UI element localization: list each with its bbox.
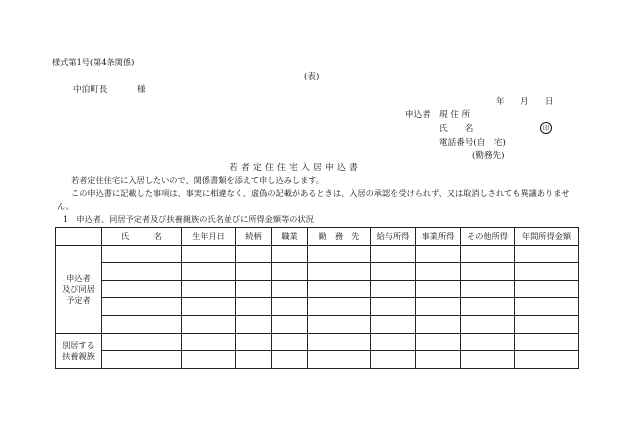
- group-applicant-label: [56, 245, 102, 333]
- group-applicant-label-line: 及び同居: [62, 283, 95, 294]
- honorific: 様: [137, 85, 146, 95]
- table-cell[interactable]: [515, 263, 579, 281]
- table-cell[interactable]: [236, 245, 272, 263]
- phone-label: 電話番号(自 宅): [439, 138, 506, 148]
- table-header-row: [56, 228, 579, 246]
- table-row: [56, 280, 579, 298]
- table-cell[interactable]: [308, 298, 371, 316]
- table-cell[interactable]: [102, 315, 182, 333]
- table-cell[interactable]: [515, 298, 579, 316]
- table-cell[interactable]: [182, 315, 236, 333]
- table-cell[interactable]: [515, 245, 579, 263]
- table-cell[interactable]: [461, 333, 515, 351]
- table-cell[interactable]: [416, 298, 461, 316]
- table-cell[interactable]: [182, 351, 236, 369]
- table-cell[interactable]: [416, 333, 461, 351]
- table-cell[interactable]: [236, 280, 272, 298]
- table-cell[interactable]: [182, 263, 236, 281]
- table-cell[interactable]: [416, 315, 461, 333]
- table-cell[interactable]: [272, 280, 308, 298]
- table-cell[interactable]: [102, 351, 182, 369]
- header-annual-income: 年間所得金額: [515, 228, 579, 246]
- table-cell[interactable]: [272, 245, 308, 263]
- table-cell[interactable]: [515, 280, 579, 298]
- header-occupation: 職業: [272, 228, 308, 246]
- name-label: 氏 名: [439, 124, 474, 134]
- table-cell[interactable]: [461, 298, 515, 316]
- table-cell[interactable]: [236, 263, 272, 281]
- table-cell[interactable]: [461, 351, 515, 369]
- table-cell[interactable]: [461, 263, 515, 281]
- table-cell[interactable]: [416, 280, 461, 298]
- table-cell[interactable]: [182, 333, 236, 351]
- header-business-income: 事業所得: [416, 228, 461, 246]
- header-other-income: その他所得: [461, 228, 515, 246]
- table-cell[interactable]: [308, 280, 371, 298]
- date-day: 日: [545, 97, 554, 107]
- table-row: [56, 315, 579, 333]
- table-cell[interactable]: [515, 333, 579, 351]
- table-cell[interactable]: [461, 245, 515, 263]
- seal-icon: [540, 122, 552, 134]
- form-number: 様式第1号(第4条関係): [52, 57, 135, 67]
- table-cell[interactable]: [515, 351, 579, 369]
- table-cell[interactable]: [308, 333, 371, 351]
- date-month: 月: [520, 97, 529, 107]
- table-cell[interactable]: [272, 351, 308, 369]
- table-cell[interactable]: [272, 315, 308, 333]
- table-cell[interactable]: [308, 351, 371, 369]
- group-applicant-label-line: 予定者: [66, 294, 91, 305]
- table-cell[interactable]: [272, 263, 308, 281]
- table-cell[interactable]: [236, 351, 272, 369]
- paragraph-2-line-2: ん。: [57, 201, 74, 211]
- table-cell[interactable]: [272, 298, 308, 316]
- header-name: 氏 名: [102, 228, 182, 246]
- table-row: [56, 298, 579, 316]
- section-1-heading: 1 申込者、同居予定者及び扶養親族の氏名並びに所得金額等の状況: [63, 214, 314, 224]
- table-cell[interactable]: [236, 333, 272, 351]
- group-dependents-label-line: 別居する: [62, 339, 95, 350]
- work-label: (勤務先): [472, 151, 505, 161]
- table-cell[interactable]: [461, 315, 515, 333]
- paragraph-1: 若者定住住宅に入居したいので、関係書類を添えて申し込みします。: [71, 175, 324, 185]
- side-label: (表): [304, 72, 320, 82]
- table-cell[interactable]: [416, 351, 461, 369]
- document-title: 若者定住住宅入居申込書: [229, 163, 361, 173]
- header-corner: [56, 228, 102, 246]
- address-label: 現 住 所: [439, 110, 471, 120]
- seal-mark: 印: [540, 122, 552, 134]
- table-cell[interactable]: [102, 245, 182, 263]
- table-cell[interactable]: [102, 333, 182, 351]
- applicant-label: 申込者: [405, 110, 431, 120]
- table-cell[interactable]: [182, 280, 236, 298]
- table-cell[interactable]: [416, 263, 461, 281]
- group-applicant-label-line: 申込者: [66, 272, 91, 283]
- paragraph-2-line-1: この申込書に記載した事項は、事実に相違なく、虚偽の記載があるときは、入居の承認を受けられず、又は取消しされても異議ありませ: [71, 188, 570, 198]
- table-cell[interactable]: [515, 315, 579, 333]
- table-cell[interactable]: [371, 245, 416, 263]
- table-cell[interactable]: [371, 280, 416, 298]
- addressee: 中泊町長: [73, 85, 108, 95]
- table-cell[interactable]: [102, 298, 182, 316]
- header-salary-income: 給与所得: [371, 228, 416, 246]
- table-row: [56, 351, 579, 369]
- header-workplace: 勤 務 先: [308, 228, 371, 246]
- table-cell[interactable]: [236, 298, 272, 316]
- table-cell[interactable]: [308, 263, 371, 281]
- table-cell[interactable]: [371, 315, 416, 333]
- date-year: 年: [496, 97, 505, 107]
- header-birthdate: 生年月日: [182, 228, 236, 246]
- table-cell[interactable]: [182, 298, 236, 316]
- table-cell[interactable]: [461, 280, 515, 298]
- table-cell[interactable]: [272, 333, 308, 351]
- table-cell[interactable]: [371, 298, 416, 316]
- table-cell[interactable]: [416, 245, 461, 263]
- group-dependents-label: [56, 333, 102, 368]
- header-relation: 続柄: [236, 228, 272, 246]
- table-row: [56, 263, 579, 281]
- table-cell[interactable]: [308, 245, 371, 263]
- table-cell[interactable]: [102, 263, 182, 281]
- income-table: [55, 227, 579, 369]
- table-cell[interactable]: [236, 315, 272, 333]
- table-cell[interactable]: [371, 263, 416, 281]
- table-cell[interactable]: [308, 315, 371, 333]
- table-cell[interactable]: [182, 245, 236, 263]
- table-cell[interactable]: [371, 333, 416, 351]
- group-dependents-label-line: 扶養親族: [62, 350, 95, 361]
- table-cell[interactable]: [102, 280, 182, 298]
- table-row: [56, 333, 579, 351]
- table-row: [56, 245, 579, 263]
- table-cell[interactable]: [371, 351, 416, 369]
